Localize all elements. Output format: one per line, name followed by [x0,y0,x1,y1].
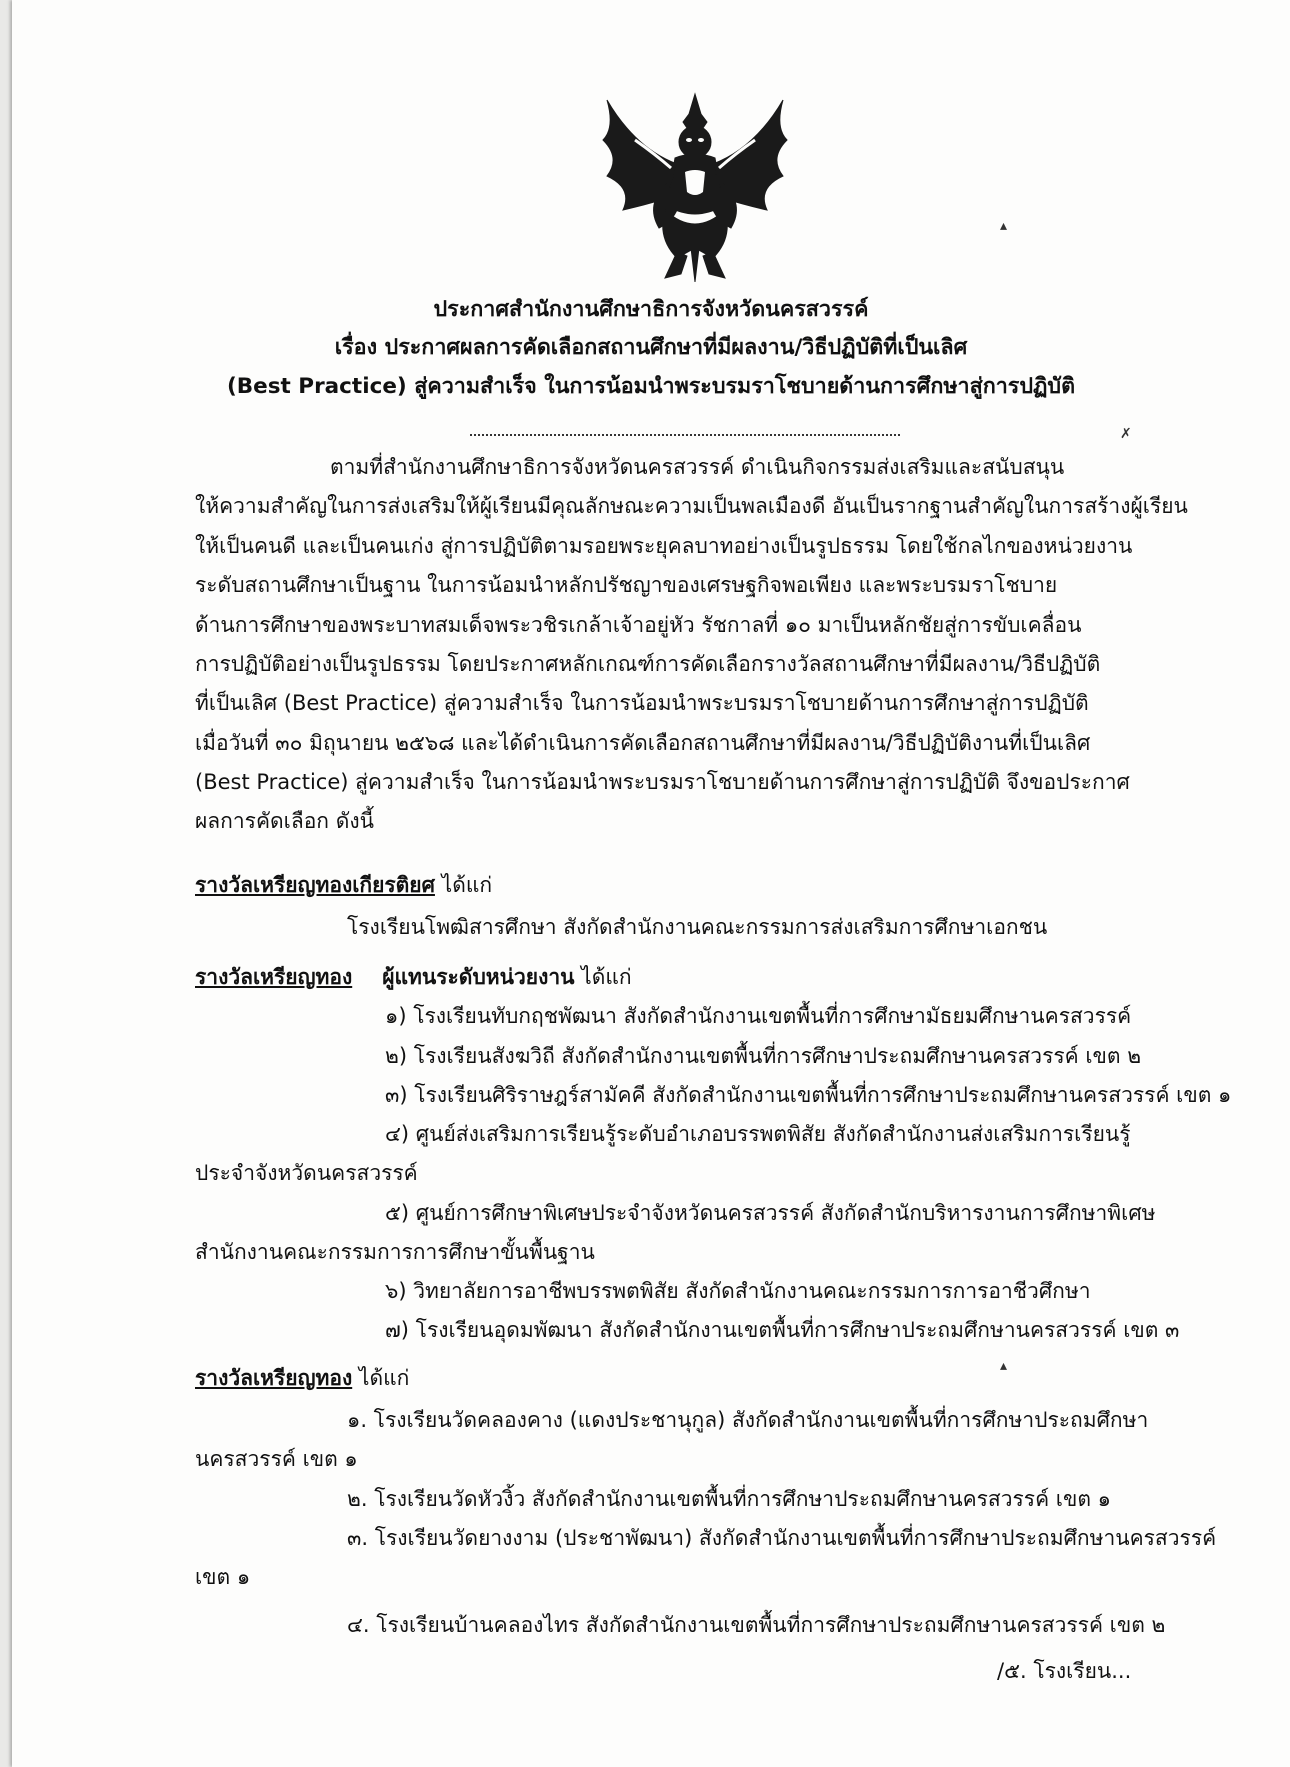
body-line: ให้เป็นคนดี และเป็นคนเก่ง สู่การปฏิบัติตามรอยพระยุคลบาทอย่างเป็นรูปธรรม โดยใช้กลไกของหน่วยงาน [195,534,1133,558]
page-continuation: /๕. โรงเรียน... [997,1659,1132,1683]
garuda-emblem-icon [595,88,795,284]
body-line: ระดับสถานศึกษาเป็นฐาน ในการน้อมนำหลักปรัชญาของเศรษฐกิจพอเพียง และพระบรมราโชบาย [195,573,1058,597]
list-item: ๓) โรงเรียนศิริราษฎร์สามัคคี สังกัดสำนักงานเขตพื้นที่การศึกษาประถมศึกษานครสวรรค์ เขต ๑ [385,1083,1232,1107]
list-item-cont: สำนักงานคณะกรรมการการศึกษาขั้นพื้นฐาน [195,1240,595,1264]
award-honor-item: โรงเรียนโพฒิสารศึกษา สังกัดสำนักงานคณะกรรมการส่งเสริมการศึกษาเอกชน [347,915,1048,939]
list-item: ๒. โรงเรียนวัดหัวงิ้ว สังกัดสำนักงานเขตพื้นที่การศึกษาประถมศึกษานครสวรรค์ เขต ๑ [347,1487,1111,1511]
award-gold-suffix: ได้แก่ [352,1366,410,1390]
list-item: ๔. โรงเรียนบ้านคลองไทร สังกัดสำนักงานเขตพื้นที่การศึกษาประถมศึกษานครสวรรค์ เขต ๒ [347,1613,1166,1637]
list-item-cont: ประจำจังหวัดนครสวรรค์ [195,1161,418,1185]
body-line: การปฏิบัติอย่างเป็นรูปธรรม โดยประกาศหลักเกณฑ์การคัดเลือกรางวัลสถานศึกษาที่มีผลงาน/วิธีปฏิบัติ [195,652,1101,676]
award-gold-unit-suffix: ได้แก่ [574,965,632,989]
body-line: ด้านการศึกษาของพระบาทสมเด็จพระวชิรเกล้าเจ้าอยู่หัว รัชกาลที่ ๑๐ มาเป็นหลักชัยสู่การขับเคลื่อน [195,613,1082,637]
list-item: ๓. โรงเรียนวัดยางงาม (ประชาพัฒนา) สังกัดสำนักงานเขตพื้นที่การศึกษาประถมศึกษานครสวรรค์ [347,1526,1217,1550]
body-line: (Best Practice) สู่ความสำเร็จ ในการน้อมนำพระบรมราโชบายด้านการศึกษาสู่การปฏิบัติ จึงขอประกาศ [195,770,1130,794]
document-page [12,0,1290,1767]
announcement-subject-cont: (Best Practice) สู่ความสำเร็จ ในการน้อมนำพระบรมราโชบายด้านการศึกษาสู่การปฏิบัติ [226,374,1076,399]
list-item: ๖) วิทยาลัยการอาชีพบรรพตพิสัย สังกัดสำนักงานคณะกรรมการการอาชีวศึกษา [385,1279,1091,1303]
list-item-cont: นครสวรรค์ เขต ๑ [195,1447,358,1471]
award-gold-unit-heading: รางวัลเหรียญทอง [195,965,353,989]
list-item: ๔) ศูนย์ส่งเสริมการเรียนรู้ระดับอำเภอบรรพตพิสัย สังกัดสำนักงานส่งเสริมการเรียนรู้ [385,1122,1131,1146]
body-line: ให้ความสำคัญในการส่งเสริมให้ผู้เรียนมีคุณลักษณะความเป็นพลเมืองดี อันเป็นรากฐานสำคัญในการสร้างผู้เรียน [195,494,1188,518]
dotted-divider [470,434,900,436]
scan-speck: ▴ [1000,1358,1008,1374]
scan-speck: ✗ [1120,426,1132,442]
award-honor-suffix: ได้แก่ [434,873,493,897]
body-line: ตามที่สำนักงานศึกษาธิการจังหวัดนครสวรรค์ ดำเนินกิจกรรมส่งเสริมและสนับสนุน [330,455,1065,479]
award-honor-heading-line [195,870,492,900]
list-item: ๗) โรงเรียนอุดมพัฒนา สังกัดสำนักงานเขตพื้นที่การศึกษาประถมศึกษานครสวรรค์ เขต ๓ [385,1318,1180,1342]
list-item: ๒) โรงเรียนสังฆวิถี สังกัดสำนักงานเขตพื้นที่การศึกษาประถมศึกษานครสวรรค์ เขต ๒ [385,1044,1142,1068]
announcement-title: ประกาศสำนักงานศึกษาธิการจังหวัดนครสวรรค์ [433,297,869,322]
list-item-cont: เขต ๑ [195,1565,251,1589]
announcement-subject: เรื่อง ประกาศผลการคัดเลือกสถานศึกษาที่มีผลงาน/วิธีปฏิบัติที่เป็นเลิศ [334,335,968,360]
award-gold-unit-subheading: ผู้แทนระดับหน่วยงาน [382,965,575,989]
body-line: ผลการคัดเลือก ดังนี้ [195,809,374,833]
list-item: ๑) โรงเรียนทับกฤชพัฒนา สังกัดสำนักงานเขตพื้นที่การศึกษามัธยมศึกษานครสวรรค์ [385,1004,1132,1028]
award-honor-heading: รางวัลเหรียญทองเกียรติยศ [195,873,435,897]
list-item: ๑. โรงเรียนวัดคลองคาง (แดงประชานุกูล) สังกัดสำนักงานเขตพื้นที่การศึกษาประถมศึกษา [347,1408,1149,1432]
award-gold-heading-line [195,1363,409,1393]
body-line: เมื่อวันที่ ๓๐ มิถุนายน ๒๕๖๘ และได้ดำเนินการคัดเลือกสถานศึกษาที่มีผลงาน/วิธีปฏิบัติงานที่เป็นเลิศ [195,731,1091,755]
body-line: ที่เป็นเลิศ (Best Practice) สู่ความสำเร็จ ในการน้อมนำพระบรมราโชบายด้านการศึกษาสู่การปฏิบัติ [195,691,1089,715]
award-gold-unit-heading-line [195,962,632,992]
list-item: ๕) ศูนย์การศึกษาพิเศษประจำจังหวัดนครสวรรค์ สังกัดสำนักบริหารงานการศึกษาพิเศษ [385,1201,1156,1225]
scan-speck: ▴ [1000,218,1008,234]
award-gold-heading: รางวัลเหรียญทอง [195,1366,353,1390]
